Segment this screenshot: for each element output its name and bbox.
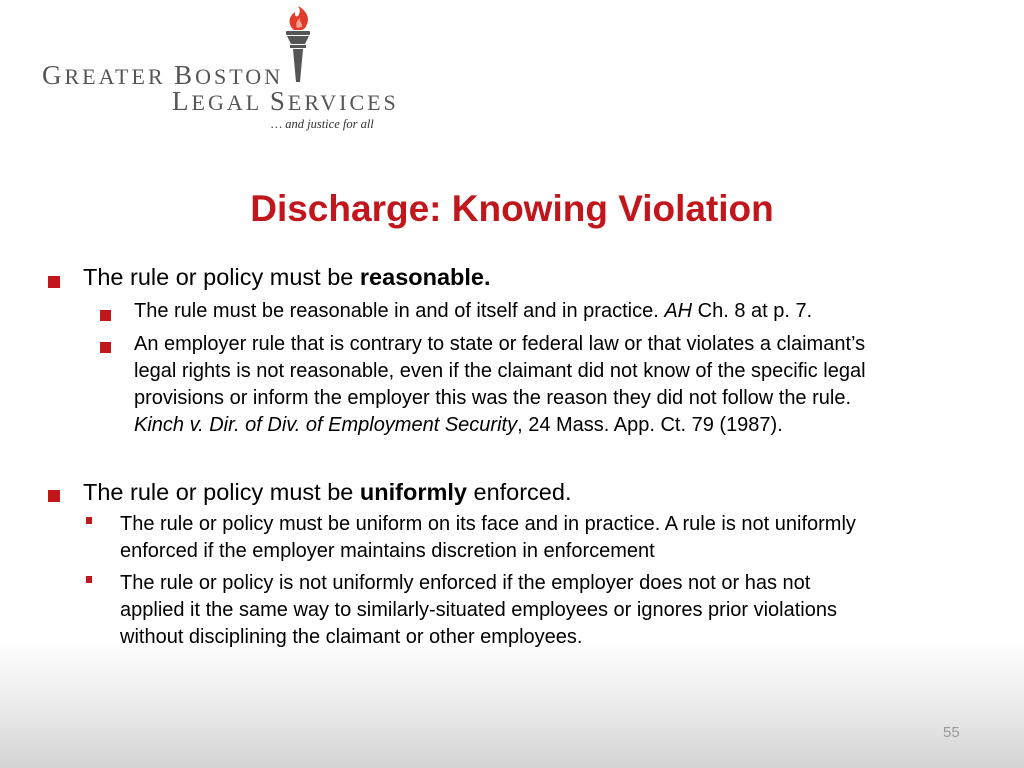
org-name-line1: GREATER BOSTON: [42, 60, 284, 90]
section2-heading: The rule or policy must be uniformly enforced.: [83, 479, 572, 505]
small-square-bullet-icon: [86, 576, 92, 583]
small-square-bullet-icon: [86, 517, 92, 524]
section1-item2-line1: An employer rule that is contrary to state or federal law or that violates a claimant’s: [134, 333, 866, 355]
organization-logo: [40, 6, 400, 136]
square-bullet-icon: [48, 276, 60, 288]
section1-item2-line4: Kinch v. Dir. of Div. of Employment Security, 24 Mass. App. Ct. 79 (1987).: [134, 414, 783, 436]
section2-item2-line2: applied it the same way to similarly-situated employees or ignores prior violations: [120, 599, 837, 621]
section2-item1-line1: The rule or policy must be uniform on its face and in practice. A rule is not uniformly: [120, 513, 856, 535]
section2-item2-line3: without disciplining the claimant or other employees.: [120, 626, 583, 648]
slide-title: Discharge: Knowing Violation: [250, 188, 774, 229]
section1-item2-line3: provisions or inform the employer this was the reason they did not follow the rule.: [134, 387, 852, 409]
section1-heading: The rule or policy must be reasonable.: [83, 264, 491, 290]
square-bullet-icon: [48, 490, 60, 502]
org-name-line2: LEGAL SERVICES: [172, 86, 399, 116]
section1-item2-line2: legal rights is not reasonable, even if the claimant did not know of the specific legal: [134, 360, 866, 382]
section2-item1-line2: enforced if the employer maintains discretion in enforcement: [120, 540, 655, 562]
org-tagline: … and justice for all: [271, 117, 374, 131]
page-number: 55: [943, 724, 960, 741]
square-bullet-icon: [100, 310, 111, 321]
square-bullet-icon: [100, 342, 111, 353]
section1-item1: The rule must be reasonable in and of itself and in practice. AH Ch. 8 at p. 7.: [134, 300, 813, 322]
section2-item2-line1: The rule or policy is not uniformly enforced if the employer does not or has not: [120, 572, 811, 594]
